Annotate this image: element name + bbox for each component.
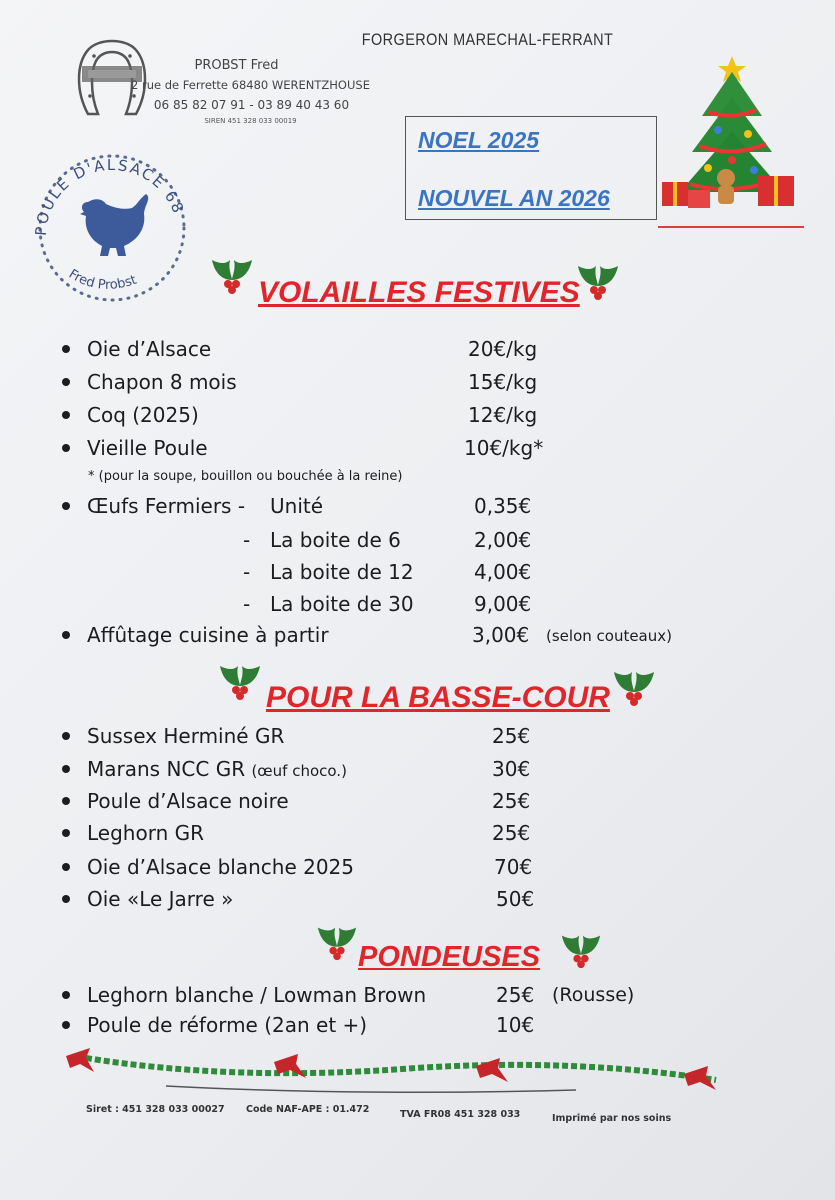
item-label: Sussex Herminé GR — [87, 724, 285, 748]
option-label: La boite de 12 — [270, 560, 414, 584]
holly-icon — [210, 250, 254, 298]
item-label: Coq (2025) — [87, 403, 199, 427]
pondeuses-title: PONDEUSES — [358, 941, 541, 973]
item-label: Chapon 8 mois — [87, 370, 237, 394]
list-item — [0, 403, 835, 433]
svg-text:POULE D'ALSACE 68 — [32, 156, 188, 236]
item-label-sub: (œuf choco.) — [251, 762, 347, 780]
item-label: Oie «Le Jarre » — [87, 887, 234, 911]
list-item — [0, 337, 835, 367]
seal-top-text: POULE D'ALSACE 68 — [31, 155, 188, 237]
list-item — [0, 592, 835, 622]
item-label: Leghorn GR — [87, 821, 205, 845]
item-label: Affûtage cuisine à partir — [87, 623, 329, 647]
footer-siret: Siret : 451 328 033 00027 — [86, 1104, 225, 1115]
list-item — [0, 855, 835, 885]
footer-printed: Imprimé par nos soins — [552, 1113, 672, 1124]
business-name: FORGERON MARECHAL-FERRANT — [361, 30, 614, 49]
item-note: (selon couteaux) — [546, 627, 672, 645]
option-dash: - — [243, 528, 251, 552]
seal-bottom-text: Fred Probst — [65, 266, 139, 293]
bullet — [62, 378, 70, 386]
item-price: 0,35€ — [474, 494, 532, 518]
item-label-main: Marans NCC GR — [87, 757, 246, 781]
list-item — [0, 887, 835, 917]
item-price: 9,00€ — [474, 592, 532, 616]
holly-icon — [316, 918, 358, 964]
option-dash: - — [243, 560, 251, 584]
siren-number: SIREN 451 328 033 00019 — [204, 117, 297, 125]
list-item — [0, 789, 835, 819]
christmas-tree-icon — [658, 50, 804, 228]
holly-icon — [218, 656, 262, 704]
garland-decoration — [56, 1046, 742, 1102]
list-item — [0, 623, 835, 653]
noel-box — [405, 116, 657, 220]
owner-name: PROBST Fred — [194, 58, 279, 73]
holly-icon — [576, 256, 620, 304]
item-label: Oie d’Alsace — [87, 337, 212, 361]
item-price: 25€ — [492, 821, 531, 845]
list-item — [0, 757, 835, 787]
list-item — [0, 821, 835, 851]
option-label: Unité — [270, 494, 324, 518]
basse-cour-title: POUR LA BASSE-COUR — [266, 681, 610, 714]
item-label: Œufs Fermiers - — [87, 494, 246, 518]
list-item — [0, 983, 835, 1013]
volailles-title: VOLAILLES FESTIVES — [258, 276, 580, 309]
holly-icon — [560, 926, 602, 972]
item-price: 10€/kg* — [464, 436, 544, 460]
bullet — [62, 444, 70, 452]
item-price: 12€/kg — [468, 403, 538, 427]
item-label: Oie d’Alsace blanche 2025 — [87, 855, 355, 879]
bullet — [62, 1021, 70, 1029]
item-label: Poule d’Alsace noire — [87, 789, 289, 813]
option-label: La boite de 30 — [270, 592, 414, 616]
bullet — [62, 732, 70, 740]
list-item — [0, 370, 835, 400]
item-price: 25€ — [496, 983, 535, 1007]
item-price: 2,00€ — [474, 528, 532, 552]
bullet — [62, 895, 70, 903]
item-note: (Rousse) — [552, 984, 635, 1006]
list-item — [0, 560, 835, 590]
item-price: 25€ — [492, 789, 531, 813]
holly-icon — [612, 662, 656, 710]
list-item — [0, 528, 835, 558]
footnote: * (pour la soupe, bouillon ou bouchée à la reine) — [88, 469, 403, 484]
bullet — [62, 411, 70, 419]
business-address: 2 rue de Ferrette 68480 WERENTZHOUSE — [131, 78, 370, 92]
list-item — [0, 436, 835, 466]
item-price: 30€ — [492, 757, 531, 781]
item-price: 70€ — [494, 855, 533, 879]
noel-title: NOEL 2025 — [418, 127, 540, 153]
business-phone: 06 85 82 07 91 - 03 89 40 43 60 — [153, 98, 350, 112]
list-item — [0, 494, 835, 524]
list-item — [0, 724, 835, 754]
item-price: 4,00€ — [474, 560, 532, 584]
bullet — [62, 765, 70, 773]
item-price: 3,00€ — [472, 623, 530, 647]
item-price: 10€ — [496, 1013, 535, 1037]
item-label: Poule de réforme (2an et +) — [87, 1013, 368, 1037]
bullet — [62, 502, 70, 510]
bullet — [62, 797, 70, 805]
poule-alsace-seal — [28, 136, 196, 304]
bullet — [62, 631, 70, 639]
bullet — [62, 863, 70, 871]
item-price: 20€/kg — [468, 337, 538, 361]
item-label: Vieille Poule — [87, 436, 208, 460]
option-dash: - — [243, 592, 251, 616]
item-price: 15€/kg — [468, 370, 538, 394]
bullet — [62, 991, 70, 999]
footer-tva: TVA FR08 451 328 033 — [400, 1109, 521, 1120]
svg-text:Fred Probst — [66, 267, 139, 293]
item-price: 50€ — [496, 887, 535, 911]
list-item — [0, 1013, 835, 1043]
footer-naf: Code NAF-APE : 01.472 — [246, 1104, 370, 1115]
bullet — [62, 345, 70, 353]
item-label — [87, 757, 347, 781]
nouvel-an-title: NOUVEL AN 2026 — [418, 185, 610, 211]
item-price: 25€ — [492, 724, 531, 748]
item-label: Leghorn blanche / Lowman Brown — [87, 983, 427, 1007]
option-label: La boite de 6 — [270, 528, 401, 552]
bullet — [62, 829, 70, 837]
